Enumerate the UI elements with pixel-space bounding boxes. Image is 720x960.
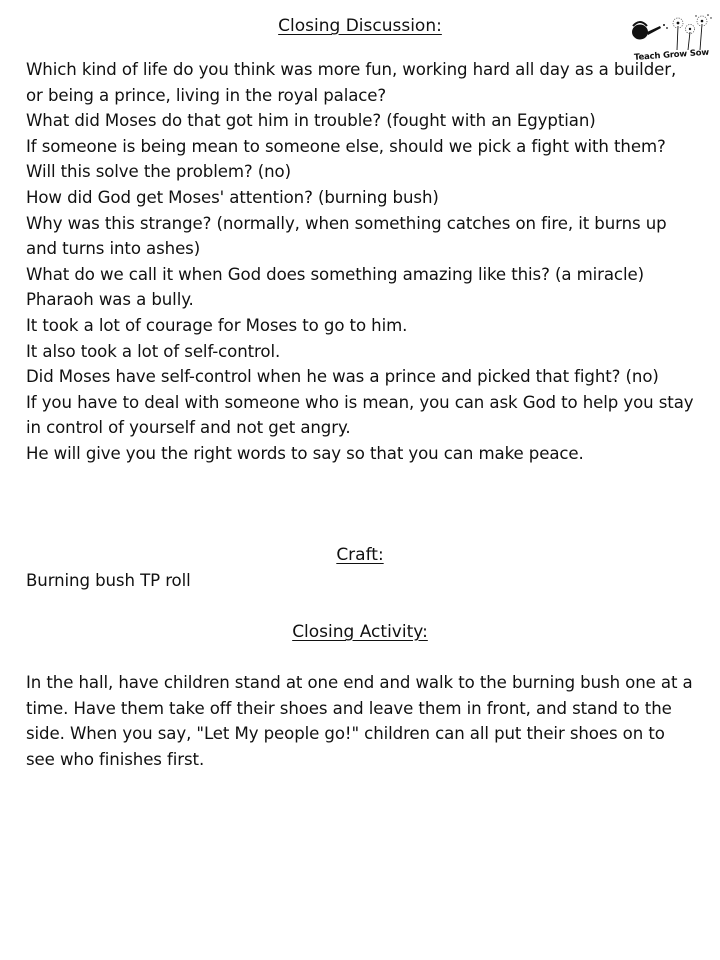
discussion-line: How did God get Moses' attention? (burning bush)	[26, 187, 439, 207]
discussion-line: Will this solve the problem? (no)	[26, 162, 291, 182]
closing-discussion-body	[26, 57, 694, 467]
closing-activity-text: In the hall, have children stand at one end and walk to the burning bush one at a time. Have them take off their shoes and leave them in front, and stand to the side. When you say, "Let My people go!" children can all put their shoes on to see who finishes first.	[26, 673, 693, 769]
discussion-line: What did Moses do that got him in trouble? (fought with an Egyptian)	[26, 111, 596, 131]
logo-text: Teach Grow Sow	[633, 47, 710, 63]
discussion-line: If you have to deal with someone who is mean, you can ask God to help you stay in control of yourself and not get angry.	[26, 392, 694, 438]
discussion-line: If someone is being mean to someone else, should we pick a fight with them?	[26, 136, 666, 156]
discussion-line: Pharaoh was a bully.	[26, 290, 194, 310]
craft-title: Craft:	[336, 545, 384, 565]
discussion-line: Did Moses have self-control when he was a prince and picked that fight? (no)	[26, 367, 659, 387]
discussion-line: It also took a lot of self-control.	[26, 341, 281, 361]
discussion-line: Which kind of life do you think was more fun, working hard all day as a builder, or being a prince, living in the royal palace?	[26, 60, 677, 105]
discussion-line: It took a lot of courage for Moses to go to him.	[26, 315, 408, 335]
discussion-line: What do we call it when God does something amazing like this? (a miracle)	[26, 264, 644, 284]
closing-discussion-title: Closing Discussion:	[278, 16, 442, 36]
closing-activity-title: Closing Activity:	[292, 622, 428, 642]
craft-text: Burning bush TP roll	[26, 571, 191, 590]
discussion-line: Why was this strange? (normally, when something catches on fire, it burns up and turns into ashes)	[26, 213, 667, 259]
discussion-line: He will give you the right words to say so that you can make peace.	[26, 443, 584, 463]
